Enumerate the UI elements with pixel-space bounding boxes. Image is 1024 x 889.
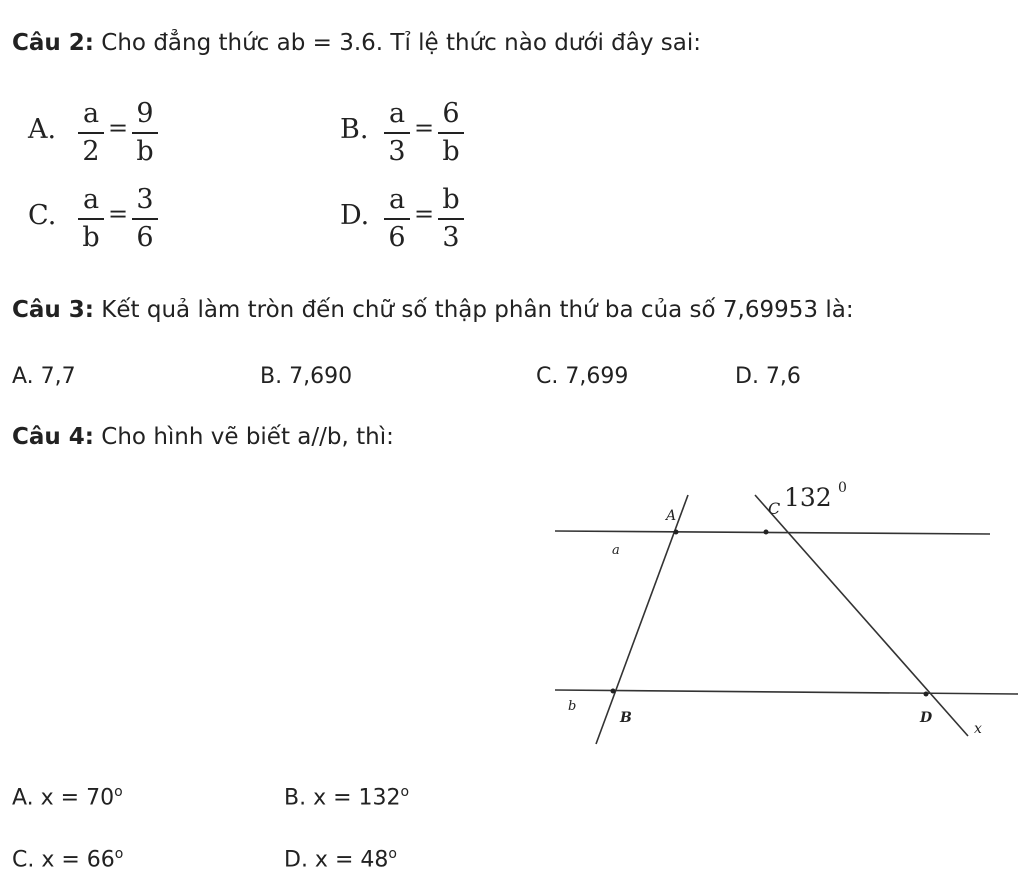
- line-cd: [755, 495, 968, 736]
- q4-option-c-text: C. x = 66: [12, 847, 115, 873]
- label-D: D: [920, 710, 933, 726]
- numerator: a: [82, 98, 100, 129]
- q3-option-c[interactable]: C. 7,699: [536, 364, 629, 389]
- q3-option-a[interactable]: A. 7,7: [12, 364, 76, 389]
- point-d: [924, 692, 929, 697]
- denominator: b: [442, 136, 460, 167]
- numerator: 9: [136, 98, 154, 129]
- label-a: a: [612, 543, 620, 558]
- denominator: 3: [388, 136, 406, 167]
- numerator: 3: [136, 184, 154, 215]
- denominator: b: [136, 136, 154, 167]
- numerator: b: [442, 184, 460, 215]
- question-4-text: Cho hình vẽ biết a//b, thì:: [93, 424, 394, 450]
- q2-option-a-label: A.: [28, 114, 57, 145]
- line-b: [555, 690, 1018, 694]
- degree-sign: o: [114, 784, 123, 800]
- equals-sign: =: [108, 114, 129, 142]
- angle-value: 132: [784, 483, 832, 512]
- q2-option-c-label: C.: [28, 200, 57, 231]
- numerator: a: [388, 98, 406, 129]
- label-b: b: [568, 699, 577, 714]
- q4-option-c[interactable]: [12, 846, 123, 872]
- question-2-text: Cho đẳng thức ab = 3.6. Tỉ lệ thức nào dưới đây sai:: [93, 30, 701, 56]
- label-x: x: [974, 721, 982, 737]
- question-4-label: Câu 4:: [12, 424, 94, 450]
- degree-sign: o: [400, 784, 410, 800]
- line-a: [555, 531, 990, 534]
- label-A: A: [666, 508, 677, 524]
- q3-option-d[interactable]: D. 7,6: [735, 364, 801, 389]
- q4-option-d-text: D. x = 48: [284, 847, 389, 873]
- q2-option-d-label: D.: [340, 200, 370, 231]
- q4-option-b[interactable]: [284, 784, 409, 810]
- label-C: C: [768, 499, 781, 518]
- q4-option-b-text: B. x = 132: [284, 785, 401, 811]
- q4-option-a[interactable]: [12, 784, 123, 810]
- q4-option-d[interactable]: [284, 846, 397, 872]
- equals-sign: =: [108, 200, 129, 228]
- q3-option-b[interactable]: B. 7,690: [260, 364, 353, 389]
- point-a: [674, 530, 679, 535]
- denominator: 6: [136, 222, 154, 253]
- point-b: [611, 689, 616, 694]
- q2-option-b-label: B.: [340, 114, 369, 145]
- point-c: [764, 530, 769, 535]
- question-3-label: Câu 3:: [12, 297, 94, 323]
- angle-degree: 0: [838, 480, 847, 496]
- label-B: B: [620, 710, 632, 726]
- q4-option-a-text: A. x = 70: [12, 785, 115, 811]
- denominator: 6: [388, 222, 406, 253]
- denominator: b: [82, 222, 100, 253]
- question-2-label: Câu 2:: [12, 30, 94, 56]
- degree-sign: o: [388, 846, 397, 862]
- degree-sign: o: [114, 846, 124, 862]
- numerator: 6: [442, 98, 460, 129]
- numerator: a: [388, 184, 406, 215]
- denominator: 3: [442, 222, 460, 253]
- equals-sign: =: [414, 200, 435, 228]
- question-3-text: Kết quả làm tròn đến chữ số thập phân thứ ba của số 7,69953 là:: [93, 297, 854, 323]
- equals-sign: =: [414, 114, 435, 142]
- numerator: a: [82, 184, 100, 215]
- denominator: 2: [82, 136, 100, 167]
